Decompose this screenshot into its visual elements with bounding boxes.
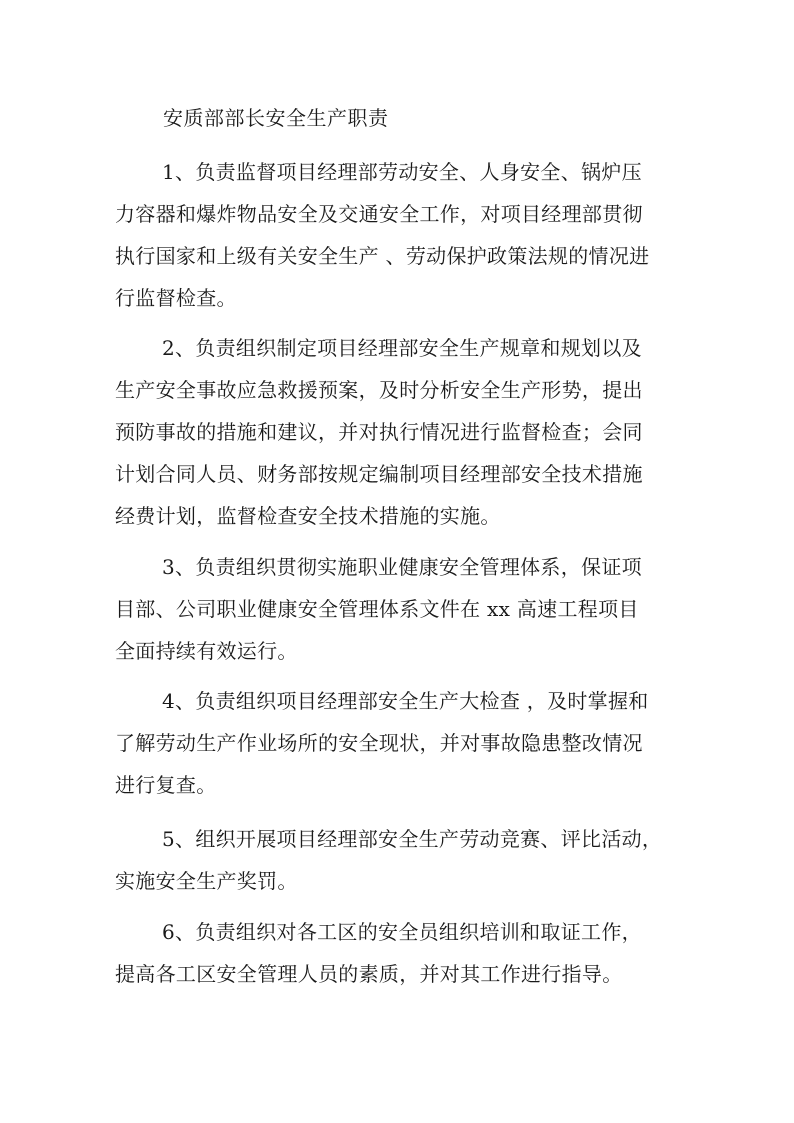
paragraph-line: 3、负责组织贯彻实施职业健康安全管理体系，保证项 (162, 555, 642, 579)
paragraph-4 (115, 687, 695, 799)
paragraph-line: 实施安全生产奖罚。 (115, 869, 298, 893)
paragraph-1 (115, 158, 695, 312)
paragraph-line: 生产安全事故应急救援预案，及时分析安全生产形势，提出 (115, 378, 643, 402)
paragraph-line: 5、组织开展项目经理部安全生产劳动竞赛、评比活动， (162, 827, 663, 851)
paragraph-line: 计划合同人员、财务部按规定编制项目经理部安全技术措施 (115, 462, 643, 486)
paragraph-line: 全面持续有效运行。 (115, 639, 298, 663)
paragraph-3 (115, 553, 695, 665)
paragraph-line: 预防事故的措施和建议，并对执行情况进行监督检查；会同 (115, 420, 643, 444)
paragraph-line: 了解劳动生产作业场所的安全现状，并对事故隐患整改情况 (115, 731, 643, 755)
paragraph-line: 执行国家和上级有关安全生产 、劳动保护政策法规的情况进 (115, 244, 650, 268)
paragraph-line: 目部、公司职业健康安全管理体系文件在 xx 高速工程项目 (115, 597, 639, 621)
paragraph-line: 4、负责组织项目经理部安全生产大检查 ，及时掌握和 (162, 689, 649, 713)
paragraph-5 (115, 825, 695, 895)
paragraph-line: 行监督检查。 (115, 286, 237, 310)
paragraph-line: 1、负责监督项目经理部劳动安全、人身安全、锅炉压 (162, 160, 642, 184)
paragraph-line: 进行复查。 (115, 773, 217, 797)
paragraph-2 (115, 334, 695, 530)
paragraph-line: 力容器和爆炸物品安全及交通安全工作，对项目经理部贯彻 (115, 202, 643, 226)
paragraph-line: 2、负责组织制定项目经理部安全生产规章和规划以及 (162, 336, 642, 360)
paragraph-line: 经费计划，监督检查安全技术措施的实施。 (115, 504, 501, 528)
paragraph-line: 6、负责组织对各工区的安全员组织培训和取证工作， (162, 920, 642, 944)
paragraph-6 (115, 918, 695, 988)
document-title: 安质部部长安全生产职责 (163, 106, 389, 130)
paragraph-line: 提高各工区安全管理人员的素质，并对其工作进行指导。 (115, 962, 623, 986)
